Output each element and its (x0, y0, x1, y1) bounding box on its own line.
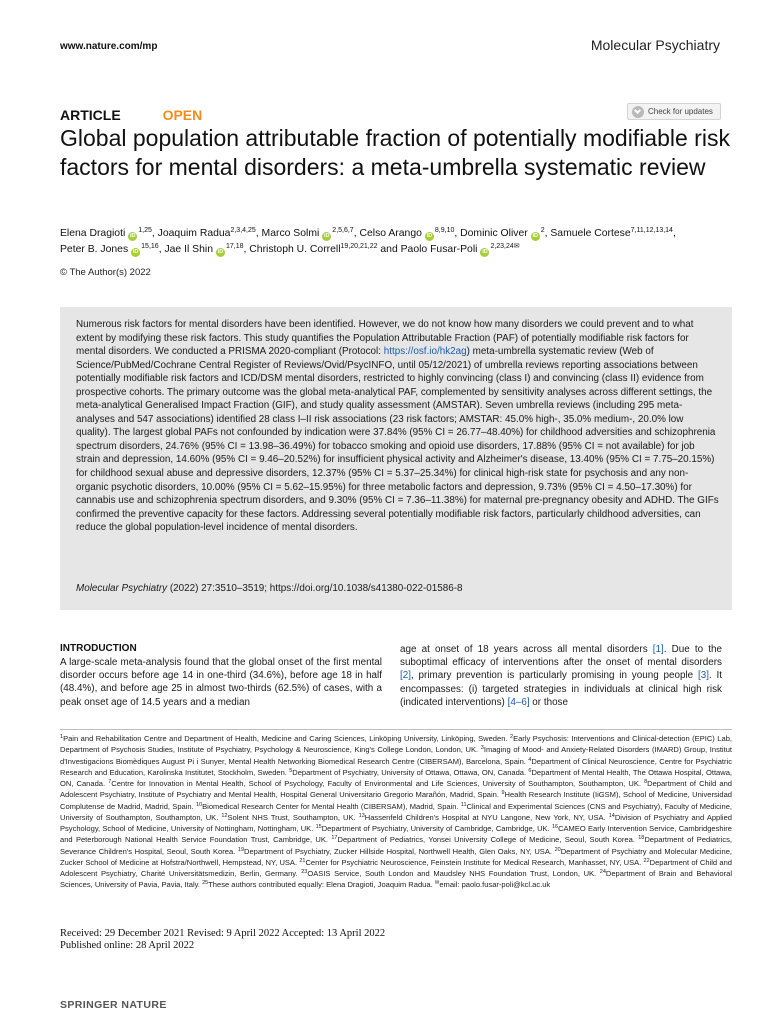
publisher-logo: SPRINGER NATURE (60, 999, 167, 1011)
affiliation-number: 13 (358, 812, 365, 819)
author-name[interactable]: , Christoph U. Correll (243, 244, 341, 255)
affiliation-number: 9 (501, 790, 505, 797)
affiliation-text: Division of Psychiatry and Applied Psychology, School of Medicine, University of Nottingham, Nottingham, UK. (60, 812, 732, 833)
affiliation-sup: 1,25 (138, 227, 152, 234)
affiliation-number: 24 (599, 869, 606, 875)
affiliation-text: Health Research Institute (IiGSM), School of Medicine, Universidad Complutense de Madrid, Madrid, Spain. (60, 790, 733, 811)
affiliation-number: ✉ (434, 880, 440, 887)
author-name[interactable]: , Samuele Cortese (544, 228, 631, 239)
orcid-icon[interactable]: iD (130, 233, 136, 239)
intro-text: . Due to the suboptimal efficacy of interventions after the onset of mental disorders (400, 644, 723, 669)
affiliation-text: Department of Child and Adolescent Psychiatry, Institute of Psychiatry and Mental Health, Hospital General Universitario Gregorio Marañón, Madrid, Spain. (60, 779, 732, 800)
intro-text: , primary prevention is particularly promising in young people (410, 670, 698, 682)
footnote-divider (60, 729, 732, 730)
affiliation-sup: 2,23,24 (490, 243, 514, 250)
affiliation-number: 23 (301, 869, 308, 875)
mail-icon[interactable]: ✉ (513, 243, 520, 250)
author-name[interactable]: , Joaquim Radua (151, 228, 231, 239)
affiliation-text: Department of Mental Health, The Ottawa Hospital, Ottawa, ON, Canada. (60, 767, 732, 788)
author-name[interactable]: and Paolo Fusar-Poli (377, 244, 478, 255)
check-updates-label: Check for updates (648, 107, 713, 116)
abstract-part: Numerous risk factors for mental disorders have been identified. However, we do not know how many disorders we could prevent and to what extent by modifying these risk factors. This study quantifies the Population Attributable Fraction (PAF) of potentially modifiable risk factors for mental disorders. We conducted a PRISMA 2020-compliant (Protocol: (76, 319, 694, 358)
affiliation-number: 8 (644, 779, 648, 785)
affiliation-number: 2 (510, 734, 514, 740)
affiliation-text: Hassenfeld Children's Hospital at NYU Langone, New York, NY, USA. (364, 812, 609, 822)
journal-url-link[interactable]: www.nature.com/mp (60, 41, 158, 52)
orcid-icon[interactable]: iD (426, 233, 433, 239)
affiliation-text: Department of Psychiatry, Zucker Hillside Hospital, Northwell Health, Glen Oaks, NY, USA. (244, 846, 555, 856)
affiliation-sup: 19,20,21,22 (340, 243, 378, 250)
affiliation-sup: 2 (540, 227, 545, 234)
open-access-label: OPEN (162, 107, 203, 123)
affiliation-text: Pain and Rehabilitation Centre and Department of Health, Medicine and Caring Sciences, Linköping University, Linköping, Sweden. (63, 734, 511, 743)
affiliation-number: 6 (528, 767, 532, 774)
author-list (60, 226, 732, 258)
affiliation-sup: 2,5,6,7 (332, 227, 354, 234)
protocol-link[interactable]: https://osf.io/hk2ag (383, 346, 467, 358)
affiliation-text: Department of Pediatrics, Yonsei University College of Medicine, Seoul, South Korea. (337, 835, 639, 845)
article-label-row (60, 107, 202, 123)
intro-text: . It encompasses: (i) targeted strategies in individuals at clinical high risk (indicated interventions) (400, 670, 722, 708)
affiliation-text: Imaging of Mood- and Anxiety-Related Disorders (IMARD) Group, Institut d'Investigacions Biomèdiques August Pi i Sunyer, Mental Health Networking Biomedical Research Centre (CIBERSAM), Barcelona, Spain. (60, 745, 733, 766)
author-name[interactable]: Peter B. Jones (60, 244, 129, 255)
affiliation-number: 7 (108, 779, 112, 785)
reference-link[interactable]: [4–6] (507, 696, 530, 708)
reference-link[interactable]: [1] (652, 644, 664, 655)
affiliation-text: Department of Psychiatry, University of Cambridge, Cambridge, UK. (321, 824, 552, 833)
reference-link[interactable]: [2] (400, 670, 411, 682)
affiliation-number: 11 (460, 801, 467, 808)
affiliation-text: Center for Psychiatric Neuroscience, Feinstein Institute for Medical Research, Manhasset, NY, USA. (305, 857, 644, 867)
affiliation-text: OASIS Service, South London and Maudsley NHS Foundation Trust, London, UK. (307, 869, 600, 878)
affiliation-sup: 2,3,4,25 (230, 227, 256, 234)
affiliation-number: 15 (315, 824, 322, 830)
affiliation-text: Department of Child and Adolescent Psychiatry, Charité Universitätsmedizin, Berlin, Germany. (60, 857, 732, 878)
citation-details[interactable]: (2022) 27:3510–3519; https://doi.org/10.1038/s41380-022-01586-8 (167, 583, 463, 594)
author-name[interactable]: , Marco Solmi (255, 228, 320, 239)
affiliation-text: Department of Psychiatry, University of Ottawa, Ottawa, ON, Canada. (292, 767, 529, 777)
affiliations-footnote (60, 733, 732, 891)
section-heading-introduction: INTRODUCTION (60, 643, 137, 654)
affiliation-text: Solent NHS Trust, Southampton, UK. (227, 812, 359, 822)
intro-left-column: A large-scale meta-analysis found that the global onset of the first mental disorder occurs before age 14 in one-third (34.6%), before age 18 in half (48.4%), and before age 25 in almost two-thirds (62.5%) of cases, with a peak onset age of 14.5 years and a median (60, 657, 382, 708)
journal-name: Molecular Psychiatry (590, 37, 720, 53)
intro-text: age at onset of 18 years across all mental disorders (400, 644, 653, 655)
intro-right-column (400, 643, 722, 709)
author-name[interactable]: , Jae Il Shin (158, 244, 213, 255)
publication-dates (60, 928, 385, 952)
affiliation-text: Biomedical Research Center for Mental Health (CIBERSAM), Madrid, Spain. (202, 801, 461, 811)
affiliation-number: 12 (221, 812, 228, 819)
affiliation-text: Department of Pediatrics, Severance Children's Hospital, Seoul, South Korea. (60, 835, 732, 856)
copyright-notice: © The Author(s) 2022 (60, 267, 151, 278)
received-revised-accepted: Received: 29 December 2021 Revised: 9 April 2022 Accepted: 13 April 2022 (60, 928, 386, 939)
affiliation-text: CAMEO Early Intervention Service, Cambridgeshire and Peterborough National Health Service Foundation Trust, Cambridge, UK. (60, 824, 732, 845)
affiliation-text: These authors contributed equally: Elena Dragioti, Joaquim Radua. (208, 880, 435, 890)
affiliation-number: 4 (528, 756, 532, 763)
affiliation-text: Department of Brain and Behavioral Sciences, University of Pavia, Pavia, Italy. (60, 869, 732, 890)
author-name[interactable]: , Dominic Oliver (454, 228, 528, 239)
orcid-icon[interactable]: iD (532, 233, 538, 239)
affiliation-sup: 8,9,10 (434, 227, 455, 234)
affiliation-number: 21 (299, 857, 306, 864)
affiliation-number: 16 (551, 824, 559, 830)
intro-text: or those (529, 696, 568, 708)
affiliation-text: email: paolo.fusar-poli@kcl.ac.uk (439, 880, 551, 890)
orcid-icon[interactable]: iD (132, 249, 139, 255)
affiliation-text: Department of Clinical Neuroscience, Centre for Psychiatric Research and Education, Karolinska Institutet, Stockholm, Sweden. (60, 756, 732, 777)
author-name[interactable]: Elena Dragioti (60, 228, 126, 239)
affiliation-number: 5 (289, 767, 293, 774)
check-updates-icon (632, 106, 644, 118)
reference-link[interactable]: [3] (697, 670, 709, 682)
affiliation-number: 20 (554, 846, 561, 853)
article-title: Global population attributable fraction of potentially modifiable risk factors for mental disorders: a meta-umbrella systematic review (60, 125, 730, 180)
check-for-updates-button[interactable] (627, 103, 721, 120)
abstract-part: ) meta-umbrella systematic review (Web of Science/PubMed/Cochrane Central Register of Reviews/Ovid/PsycINFO, until 05/12/2021) of umbrella reviews reporting associations between potentially modifiable risk factors and ICD/DSM mental disorders, restricted to highly convincing (class I) and convincing (class II) evidence from prospective cohorts. The primary outcome was the global meta-analytical PAF, complemented by sensitivity analyses across different settings, the meta-analytical Generalised Impact Fraction (GIF), and study quality assessment (AMSTAR). Seven umbrella reviews (including 295 meta-analyses and 547 associations) identified 28 class I–II risk associations (23 risk factors; AMSTAR: 45.0% high-, 35.0% medium-, 20.0% low quality). The largest global PAFs not confounded by indication were 37.84% (95% CI = 26.77–48.40%) for childhood adversities and schizophrenia spectrum disorders, 24.76% (95% CI = 13.98–36.49%) for tobacco smoking and opioid use disorders, 17.88% (95% CI = not available) for job strain and depression, 14.60% (95% CI = 9.46–20.52%) for insufficient physical activity and Alzheimer's disease, 13.40% (95% CI = 7.75–20.15%) for childhood sexual abuse and depressive disorders, 12.37% (95% CI = 5.37–25.34%) for clinical high-risk state for psychosis and any non-organic psychotic disorders, 10.00% (95% CI = 5.62–15.95%) for three metabolic factors and depression, 9.73% (95% CI = 4.50–17.30%) for cannabis use and schizophrenia spectrum disorders, and 9.30% (95% CI = 7.36–11.38%) for maternal pre-pregnancy obesity and ADHD. The GIFs confirmed the preventive capacity for these factors. Addressing several potentially modifiable risk factors, particularly childhood adversities, can reduce the global population-level incidence of mental disorders. (76, 346, 719, 534)
orcid-icon[interactable]: iD (482, 249, 488, 255)
affiliation-sup: 7,11,12,13,14 (630, 227, 673, 234)
affiliation-number: 14 (608, 812, 615, 819)
affiliation-number: 17 (331, 835, 338, 842)
affiliation-number: 19 (237, 846, 245, 853)
abstract-box (60, 307, 732, 610)
orcid-icon[interactable]: iD (324, 233, 330, 239)
citation-line (76, 583, 720, 594)
affiliation-text: Clinical and Experimental Sciences (CNS and Psychiatry), Faculty of Medicine, University of Southampton, Southampton, UK. (60, 801, 733, 822)
author-separator: , (672, 228, 676, 239)
affiliation-sup: 17,18 (225, 243, 244, 250)
orcid-icon[interactable]: iD (217, 249, 224, 255)
citation-journal: Molecular Psychiatry (76, 583, 168, 594)
affiliation-text: Early Psychosis: Interventions and Clinical-detection (EPIC) Lab, Department of Psychosis Studies, Institute of Psychiatry, Psychology & Neuroscience, King's College London, London, UK. (60, 734, 732, 755)
abstract-text (76, 318, 720, 535)
affiliation-sup: 15,16 (141, 243, 159, 250)
affiliation-number: 22 (643, 857, 650, 864)
affiliation-text: Department of Psychiatry and Molecular Medicine, Zucker School of Medicine at Hofstra/Northwell, Hempstead, NY, USA. (60, 846, 733, 867)
affiliation-text: Centre for Innovation in Mental Health, School of Psychology, Faculty of Environmental and Life Sciences, University of Southampton, Southampton, UK. (111, 779, 645, 788)
article-type-label: ARTICLE (60, 107, 121, 123)
affiliation-number: 25 (202, 880, 209, 887)
affiliation-number: 18 (638, 835, 645, 842)
published-online: Published online: 28 April 2022 (60, 940, 195, 951)
author-name[interactable]: , Celso Arango (353, 228, 422, 239)
affiliation-number: 3 (480, 745, 484, 752)
affiliation-number: 1 (60, 734, 64, 740)
affiliation-number: 10 (195, 801, 203, 808)
